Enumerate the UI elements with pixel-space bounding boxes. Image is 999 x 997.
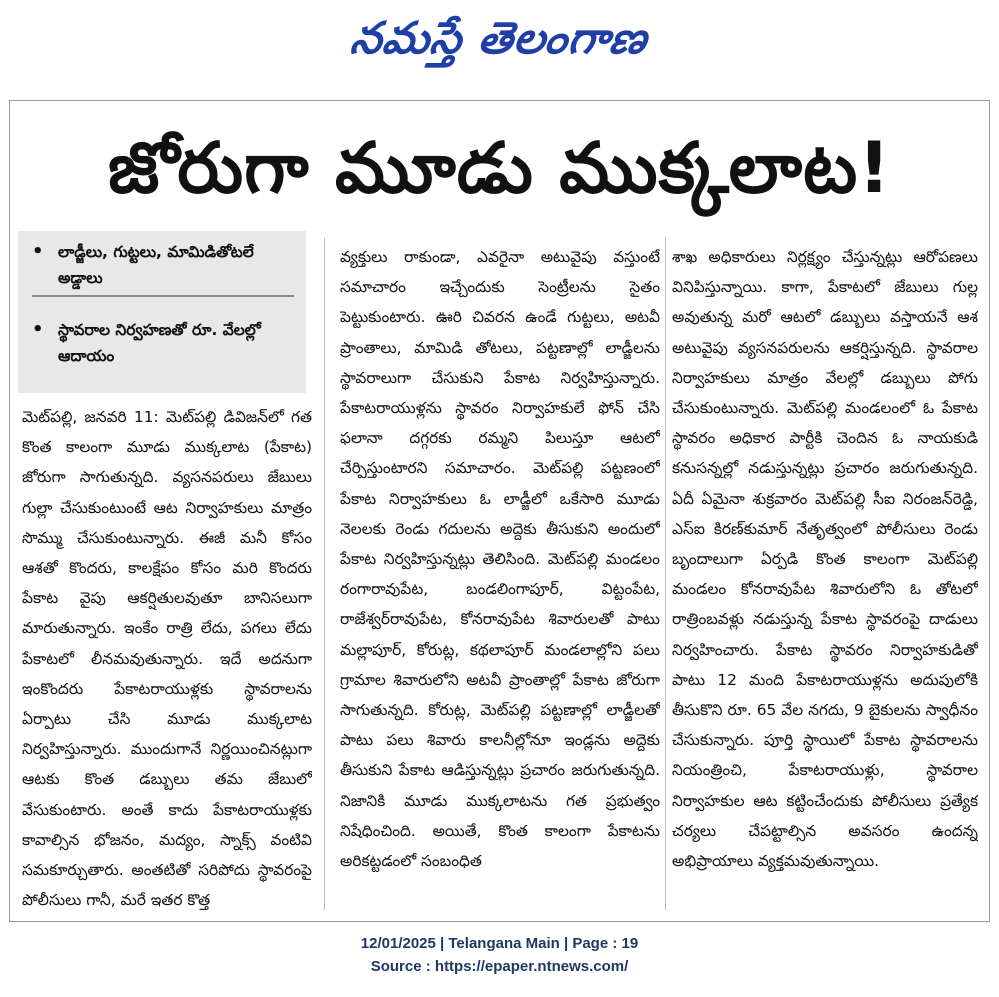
bullet-icon: •: [32, 319, 44, 340]
footer-source: Source : https://epaper.ntnews.com/: [370, 958, 629, 975]
column-2-text: వ్యక్తులు రాకుండా, ఎవరైనా అటువైపు వస్తుంటే సమాచారం ఇచ్చేందుకు సెంట్రీలను సైతం పెట్టుకుంటారు. ఊరి చివరన ఉండే గుట్టలు, అటవీ ప్రాంతాలు, మామిడి తోటలు, పట్టణాల్లో లాడ్జీలను స్థావరాలుగా చేసుకుని పేకాట నిర్వహిస్తున్నారు. పేకాటరాయుళ్లను స్థావరం నిర్వాహకులే ఫోన్ చేసి ఫలానా దగ్గరకు రమ్మని పిలుస్తూ ఆటలో చేర్పిస్తుంటారని సమాచారం. మెట్‌పల్లి పట్టణంలో పేకాట నిర్వాహకులు ఓ లాడ్జీలో ఒకేసారి మూడు నెలలకు రెండు గదులను అద్దెకు తీసుకుని అందులో పేకాట నిర్వహిస్తున్నట్లు తెలిసింది. మెట్‌పల్లి మండలం రంగారావుపేట, బండలింగాపూర్, విట్టంపేట, రాజేశ్వర్‌రావుపేట, కోనరావుపేట శివారులతో పాటు మల్లాపూర్, కోరుట్ల, కథలాపూర్ మండలాల్లోని పలు గ్రామాల శివారులోని అటవీ ప్రాంతాల్లో పేకాట జోరుగా సాగుతున్నది. కోరుట్ల, మెట్‌పల్లి పట్టణాల్లో లాడ్జీలతో పాటు పలు శివారు కాలనీల్లోనూ ఇండ్లను అద్దెకు తీసుకుని పేకాట ఆడిస్తున్నట్లు ప్రచారం జరుగుతున్నది. నిజానికి మూడు ముక్కలాటను గత ప్రభుత్వం నిషేధించింది. అయితే, కొంత కాలంగా పేకాటను అరికట్టడంలో సంబంధిత: [340, 248, 660, 871]
column-divider-2: [665, 238, 666, 910]
highlight-text-1: లాడ్జీలు, గుట్టలు, మామిడితోటలే అడ్డాలు: [58, 243, 254, 287]
newspaper-masthead: [0, 8, 999, 70]
article-column-3: [672, 242, 978, 912]
article-column-2: [340, 242, 660, 912]
highlight-item-1: [32, 239, 294, 297]
highlight-item-2: [32, 317, 294, 369]
headline-text: జోరుగా మూడు ముక్కలాట!: [107, 127, 892, 209]
highlights-box: [18, 231, 306, 393]
article-column-1: [22, 402, 312, 912]
column-1-text: మెట్‌పల్లి, జనవరి 11: మెట్‌పల్లి డివిజన్‌లో గత కొంత కాలంగా మూడు ముక్కలాట (పేకాట) జోరుగా సాగుతున్నది. వ్యసనపరులు జేబులు గుల్లా చేసుకుంటుంటే ఆట నిర్వాహకులు మాత్రం సొమ్ము చేసుకుంటున్నారు. ఈజీ మనీ కోసం ఆశతో కొందరు, కాలక్షేపం కోసం మరి కొందరు పేకాట వైపు ఆకర్షితులవుతూ బానిసలుగా మారుతున్నారు. ఇంకేం రాత్రి లేదు, పగలు లేదు పేకాటలో లీనమవుతున్నారు. ఇదే అదనుగా ఇంకొందరు పేకాటరాయుళ్లకు స్థావరాలను ఏర్పాటు చేసి మూడు ముక్కలాట నిర్వహిస్తున్నారు. ముందుగానే నిర్ణయించినట్లుగా ఆటకు కొంత డబ్బులు తమ జేబులో వేసుకుంటారు. అంతే కాదు పేకాటరాయుళ్లకు కావాల్సిన భోజనం, మద్యం, స్నాక్స్ వంటివి సమకూర్చుతారు. అంతటితో సరిపోదు స్థావరంపై పోలీసులు గానీ, మరే ఇతర కొత్త: [22, 408, 312, 910]
masthead-title: నమస్తే తెలంగాణ: [347, 13, 652, 64]
highlight-text-2: స్థావరాల నిర్వహణతో రూ. వేలల్లో ఆదాయం: [58, 321, 261, 365]
footer-date-page: 12/01/2025 | Telangana Main | Page : 19: [360, 935, 639, 952]
bullet-icon: •: [32, 241, 44, 262]
column-3-text: శాఖ అధికారులు నిర్లక్ష్యం చేస్తున్నట్లు ఆరోపణలు వినిపిస్తున్నాయి. కాగా, పేకాటలో జేబులు గుల్ల అవుతున్న మరో ఆటలో డబ్బులు వస్తాయనే ఆశ అటువైపు వ్యసనపరులను ఆకర్షిస్తున్నది. స్థావరాల నిర్వాహకులు మాత్రం వేలల్లో డబ్బులు పోగు చేసుకుంటున్నారు. మెట్‌పల్లి మండలంలో ఓ పేకాట స్థావరం అధికార పార్టీకి చెందిన ఓ నాయకుడి కనుసన్నల్లో నడుస్తున్నట్లు ప్రచారం జరుగుతున్నది. ఏదీ ఏమైనా శుక్రవారం మెట్‌పల్లి సీఐ నిరంజన్‌రెడ్డి, ఎస్ఐ కిరణ్‌కుమార్ నేతృత్వంలో పోలీసులు రెండు బృందాలుగా ఏర్పడి కొంత కాలంగా మెట్‌పల్లి మండలం కోనరావుపేట శివారులోని ఓ తోటలో రాత్రింబవళ్లు నడుస్తున్న పేకాట స్థావరంపై దాడులు నిర్వహించారు. పేకాట స్థావరం నిర్వాహకుడితో పాటు 12 మంది పేకాటరాయుళ్లను అదుపులోకి తీసుకొని రూ. 65 వేల నగదు, 9 బైకులను స్వాధీనం చేసుకున్నారు. పూర్తి స్థాయిలో పేకాట స్థావరాలను నియంత్రించి, పేకాటరాయుళ్లు, స్థావరాల నిర్వాహకుల ఆట కట్టించేందుకు పోలీసులు ప్రత్యేక చర్యలు చేపట్టాల్సిన అవసరం ఉందన్న అభిప్రాయాలు వ్యక్తమవుతున్నాయి.: [672, 248, 978, 871]
article-headline: [0, 118, 999, 218]
column-divider-1: [324, 238, 325, 910]
